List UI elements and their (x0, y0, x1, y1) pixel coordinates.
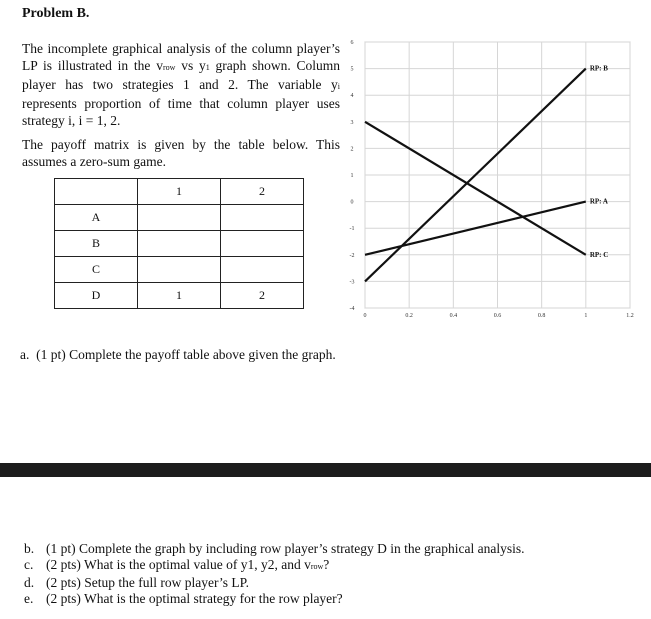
question-c (24, 557, 525, 575)
header-strategy-1: 1 (138, 179, 221, 205)
intro-line-3 (22, 76, 340, 95)
question-label: e. (24, 591, 34, 606)
page-divider-band (0, 463, 651, 477)
x-tick-label: 0.8 (537, 313, 546, 319)
question-text: (1 pt) Complete the graph by including row player’s strategy D in the graphical analysis. (46, 541, 525, 556)
intro-paragraph (22, 40, 340, 129)
question-e (24, 591, 525, 607)
x-tick-label: 0.2 (405, 313, 413, 319)
payoff-cell-b-1 (138, 231, 221, 257)
payoff-cell-c-1 (138, 257, 221, 283)
y-tick-label: 4 (350, 93, 354, 100)
table-row (55, 231, 304, 257)
payoff-cell-d-2: 2 (221, 283, 304, 309)
subscript-1: 1 (205, 63, 210, 72)
intro-text: graph shown. Column (209, 58, 340, 73)
question-text: (2 pts) What is the optimal strategy for the row player? (46, 591, 343, 606)
question-text: (2 pts) Setup the full row player’s LP. (46, 575, 249, 590)
question-a: a. (1 pt) Complete the payoff table above given the graph. (20, 347, 336, 362)
y-tick-label: 3 (350, 119, 354, 126)
table-row (55, 283, 304, 309)
question-label: d. (24, 575, 35, 590)
payoff-table (54, 178, 304, 309)
vrow-vs-y1-graph (337, 34, 640, 324)
y-tick-label: 6 (350, 40, 354, 46)
series-label-rp-a: RP: A (589, 197, 608, 206)
question-text: (2 pts) What is the optimal value of y1, y2, and v (46, 557, 311, 572)
row-label-a: A (55, 205, 138, 231)
series-label-rp-c: RP: C (589, 250, 609, 259)
header-strategy-2: 2 (221, 179, 304, 205)
payoff-cell-d-1: 1 (138, 283, 221, 309)
problem-title: Problem B. (22, 6, 90, 21)
x-tick-label: 0 (363, 313, 367, 319)
intro-line-4: represents proportion of time that column player uses (22, 96, 340, 111)
y-tick-label: -4 (349, 306, 355, 312)
intro-line-5: strategy i, i = 1, 2. (22, 113, 121, 128)
row-label-d: D (55, 283, 138, 309)
y-tick-label: -2 (349, 252, 355, 259)
table-row (55, 257, 304, 283)
payoff-cell-a-2 (221, 205, 304, 231)
y-tick-label: 2 (350, 146, 354, 153)
x-tick-label: 0.4 (449, 313, 458, 319)
question-list (24, 541, 525, 607)
intro-text: player has two strategies 1 and 2. The variable y (22, 77, 338, 92)
y-tick-label: -3 (349, 279, 355, 286)
series-line-rp-c (365, 122, 586, 255)
header-corner-cell (55, 179, 138, 205)
subscript-row: row (162, 63, 176, 72)
subscript-i: i (337, 82, 340, 91)
row-label-b: B (55, 231, 138, 257)
payoff-cell-b-2 (221, 231, 304, 257)
payoff-intro-line-2: assumes a zero-sum game. (22, 154, 166, 169)
x-tick-label: 1.2 (626, 313, 634, 319)
question-d (24, 575, 525, 591)
x-tick-label: 0.6 (493, 313, 502, 319)
row-label-c: C (55, 257, 138, 283)
payoff-cell-a-1 (138, 205, 221, 231)
intro-line-2 (22, 57, 340, 76)
y-tick-label: -1 (349, 226, 355, 233)
x-tick-label: 1 (584, 313, 588, 319)
intro-line-1: The incomplete graphical analysis of the column player’s (22, 41, 340, 56)
payoff-cell-c-2 (221, 257, 304, 283)
y-tick-label: 5 (350, 66, 354, 73)
question-label: c. (24, 557, 34, 572)
y-tick-label: 0 (350, 199, 354, 206)
subscript-row: row (310, 562, 324, 571)
payoff-intro-paragraph (22, 136, 340, 170)
question-label: b. (24, 541, 35, 556)
question-text: ? (323, 557, 330, 572)
table-row (55, 205, 304, 231)
y-tick-label: 1 (350, 173, 354, 179)
series-label-rp-b: RP: B (589, 64, 608, 73)
payoff-intro-line-1: The payoff matrix is given by the table below. This (22, 137, 340, 152)
question-b (24, 541, 525, 557)
intro-text: vs y (175, 58, 206, 73)
intro-text: LP is illustrated in the v (22, 58, 163, 73)
payoff-table-header (55, 179, 304, 205)
